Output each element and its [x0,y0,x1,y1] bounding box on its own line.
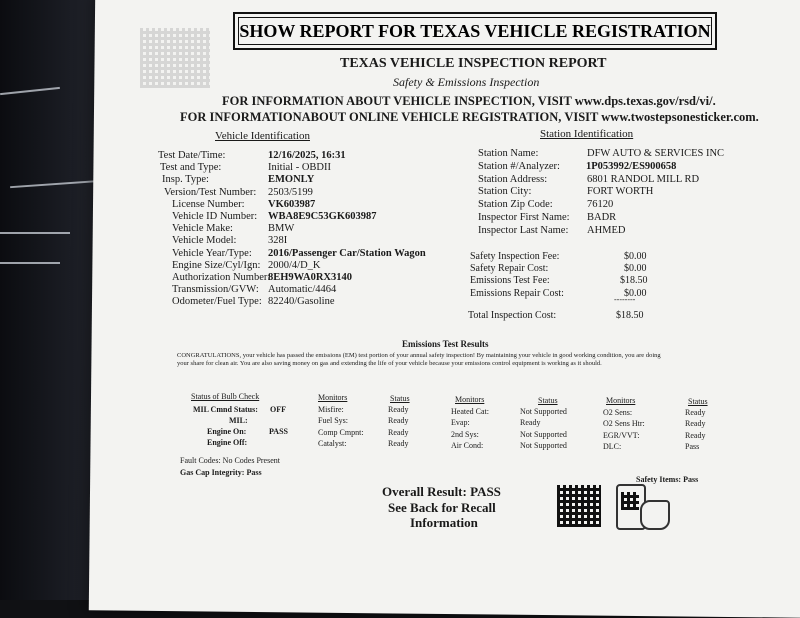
vehicle-field-label: Odometer/Fuel Type: [172,296,262,308]
station-field-value: BADR [587,212,617,223]
gas-cap-integrity: Gas Cap Integrity: Pass [180,468,262,477]
station-field-label: Station #/Analyzer: [478,160,560,172]
station-field-label: Station Name: [478,148,539,159]
station-field-label: Inspector Last Name: [478,224,569,236]
status-header-1: Status [390,394,410,403]
fee-value: $0.00 [624,263,647,275]
vehicle-field-label: Engine Size/Cyl/Ign: [172,259,261,271]
monitors-header-1: Monitors [318,393,348,402]
monitor-label: Fuel Sys: [318,416,349,426]
report-banner: SHOW REPORT FOR TEXAS VEHICLE REGISTRATION [233,12,717,50]
monitor-status: Ready [685,419,706,429]
vehicle-field-value: 2503/5199 [268,186,313,198]
monitor-label: Evap: [451,418,470,428]
fee-value: $18.50 [620,275,648,287]
vehicle-field-label: Version/Test Number: [164,186,257,198]
total-label: Total Inspection Cost: [468,310,557,321]
bulb-check-value: OFF [270,405,286,414]
congratulations-text-2: your share for clean air. You are also saving money on gas and extending the life of your vehicle because your emissions control equipment is working as it should. [177,360,602,367]
monitor-status: Not Supported [520,429,567,439]
station-identification-heading: Station Identification [540,128,634,140]
fee-value: $0.00 [624,251,647,262]
monitor-label: 2nd Sys: [451,429,479,439]
vehicle-identification-heading: Vehicle Identification [215,130,310,142]
monitor-status: Pass [685,441,700,451]
monitor-status: Not Supported [520,407,567,416]
vehicle-field-label: Vehicle Year/Type: [172,247,252,259]
fee-label: Emissions Repair Cost: [470,287,564,299]
vehicle-field-label: Test Date/Time: [158,150,226,161]
station-field-value: 1P053992/ES900658 [586,160,677,172]
monitor-label: Misfire: [318,405,344,414]
bulb-check-value: PASS [269,427,288,436]
overall-result: Overall Result: PASS [382,484,501,499]
monitor-label: DLC: [603,441,622,451]
recall-line-2: Information [410,515,478,530]
vehicle-field-value: 82240/Gasoline [268,296,335,308]
monitor-label: EGR/VVT: [603,430,640,440]
safety-items: Safety Items: Pass [636,475,699,484]
vehicle-field-value: 2000/4/D_K [268,259,321,271]
monitor-status: Ready [388,416,409,426]
station-field-label: Inspector First Name: [478,212,570,223]
station-field-value: 76120 [587,199,614,211]
status-header-2: Status [538,396,558,405]
vehicle-field-value: 328I [268,235,288,247]
bulb-check-label: MIL: [229,416,248,425]
bulb-check-heading: Status of Bulb Check [191,392,260,401]
monitors-header-2: Monitors [455,395,485,404]
fee-label: Safety Repair Cost: [470,263,549,275]
monitor-status: Ready [388,438,409,448]
emissions-heading: Emissions Test Results [402,339,489,349]
monitor-label: O2 Sens: [603,408,633,417]
fee-label: Emissions Test Fee: [470,275,550,287]
station-field-value: AHMED [587,224,626,236]
vehicle-field-value: Automatic/4464 [268,284,337,296]
fee-label: Safety Inspection Fee: [470,251,560,262]
vehicle-field-value: 12/16/2025, 16:31 [268,150,346,161]
station-field-label: Station City: [478,186,532,198]
vehicle-field-value: WBA8E9C53GK603987 [268,211,377,222]
vehicle-field-value: 8EH9WA0RX3140 [268,272,353,283]
bulb-check-label: Engine Off: [207,438,248,447]
monitor-label: Catalyst: [318,438,347,448]
vehicle-field-value: VK603987 [268,198,316,210]
bulb-check-label: Engine On: [207,427,247,436]
bulb-check-label: MIL Cmnd Status: [193,405,258,414]
vehicle-field-label: Vehicle Make: [172,223,233,235]
vehicle-field-label: Vehicle ID Number: [172,211,258,222]
vehicle-field-label: Insp. Type: [162,174,209,186]
monitor-label: Comp Cmpnt: [318,427,364,437]
vehicle-field-value: 2016/Passenger Car/Station Wagon [268,247,426,259]
monitor-status: Ready [520,418,541,428]
background-light-streak [0,232,70,234]
station-field-label: Station Address: [478,173,548,185]
vehicle-field-label: Transmission/GVW: [172,284,259,296]
vehicle-field-label: Test and Type: [160,162,222,174]
monitors-header-3: Monitors [606,396,636,405]
congratulations-text: CONGRATULATIONS, your vehicle has passed the emissions (EM) test portion of your annual safety inspection! By maintaining your vehicle in good working condition, you are doing [177,352,661,359]
monitor-label: Air Cond: [451,440,484,450]
fee-value: $0.00 [624,287,647,299]
qr-code-icon [557,485,601,527]
vehicle-field-value: BMW [268,223,295,235]
recall-line-1: See Back for Recall [388,500,496,515]
vehicle-field-value: EMONLY [268,174,315,186]
info-line-registration: FOR INFORMATIONABOUT ONLINE VEHICLE REGISTRATION, VISIT www.twostepsonesticker.com. [180,110,759,124]
station-field-value: FORT WORTH [587,186,654,198]
station-field-label: Station Zip Code: [478,199,553,211]
info-line-inspection: FOR INFORMATION ABOUT VEHICLE INSPECTION, VISIT www.dps.texas.gov/rsd/vi/. [222,94,716,108]
vehicle-field-label: Authorization Number: [172,272,271,283]
monitor-status: Ready [388,427,409,437]
fault-codes: Fault Codes: No Codes Present [180,456,280,465]
station-field-value: DFW AUTO & SERVICES INC [587,148,725,159]
watermark-qr-icon [140,28,210,88]
vehicle-field-label: License Number: [172,198,245,210]
monitor-status: Ready [685,430,706,440]
monitor-label: Heated Cat: [451,407,489,416]
background-light-streak [0,262,60,264]
hand-icon [640,500,670,530]
report-subtitle: Safety & Emissions Inspection [393,75,540,89]
fee-rule: -------- [614,295,636,304]
status-header-3: Status [688,397,708,406]
monitor-label: O2 Sens Htr: [603,419,645,429]
monitor-status: Ready [388,405,409,414]
vehicle-field-value: Initial - OBDII [268,162,331,174]
vehicle-field-label: Vehicle Model: [172,235,237,247]
total-value: $18.50 [616,310,644,321]
monitor-status: Ready [685,408,706,417]
station-field-value: 6801 RANDOL MILL RD [587,173,700,185]
phone-qr-icon [621,492,639,510]
report-title: TEXAS VEHICLE INSPECTION REPORT [340,56,607,71]
monitor-status: Not Supported [520,440,567,450]
